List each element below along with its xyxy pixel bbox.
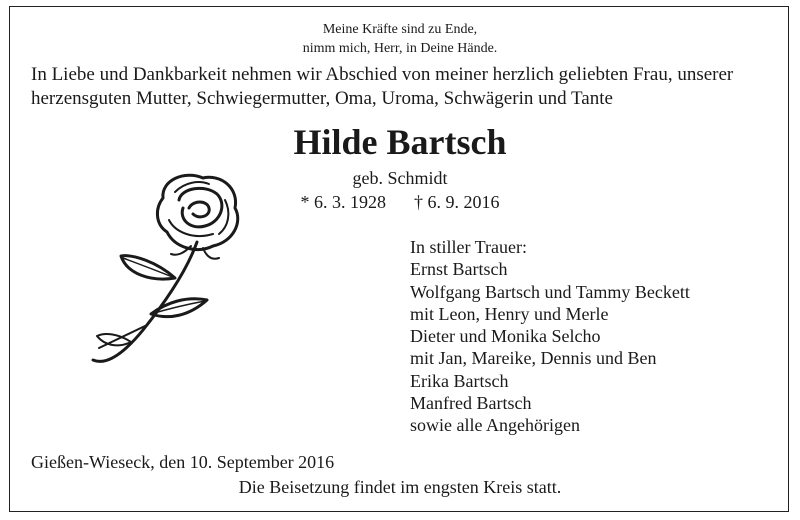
mourner-line: Erika Bartsch — [410, 370, 509, 391]
place-and-date: Gießen-Wieseck, den 10. September 2016 — [31, 452, 335, 472]
motto-line: nimm mich, Herr, in Deine Hände. — [302, 41, 498, 56]
mourners-list — [410, 236, 690, 437]
death-date: † 6. 9. 2016 — [414, 192, 500, 212]
mourner-line: Wolfgang Bartsch und Tammy Beckett — [410, 281, 690, 302]
burial-note: Die Beisetzung findet im engsten Kreis statt. — [238, 477, 562, 497]
deceased-name: Hilde Bartsch — [293, 122, 507, 162]
mourner-line: mit Jan, Mareike, Dennis und Ben — [410, 348, 657, 369]
motto-verse — [0, 20, 800, 58]
mourner-line: mit Leon, Henry und Merle — [410, 303, 609, 324]
intro-line: herzensguten Mutter, Schwiegermutter, Oma, Uroma, Schwägerin und Tante — [31, 88, 613, 109]
birth-date: * 6. 3. 1928 — [300, 192, 386, 212]
intro-line: In Liebe und Dankbarkeit nehmen wir Abschied von meiner herzlich geliebten Frau, unserer — [31, 64, 734, 85]
rose-icon — [85, 170, 255, 370]
mourner-line: In stiller Trauer: — [410, 237, 527, 257]
mourner-line: sowie alle Angehörigen — [410, 415, 580, 436]
mourner-line: Ernst Bartsch — [410, 259, 508, 280]
mourner-line: Dieter und Monika Selcho — [410, 326, 601, 347]
motto-line: Meine Kräfte sind zu Ende, — [322, 22, 478, 37]
mourner-line: Manfred Bartsch — [410, 393, 532, 414]
birth-name: geb. Schmidt — [352, 168, 448, 188]
intro-text — [31, 63, 781, 111]
